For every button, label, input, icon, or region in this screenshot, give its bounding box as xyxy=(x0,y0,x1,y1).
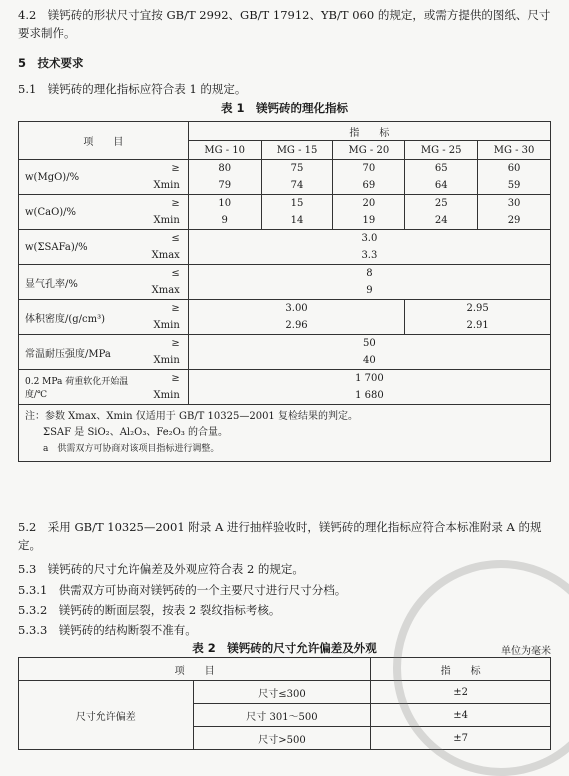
row-sym: ≤ xyxy=(128,230,188,248)
row-sym: ≥ xyxy=(128,300,188,318)
table2-item-header: 项 目 xyxy=(19,658,371,681)
para-5-3-1: 5.3.1 供需双方可协商对镁钙砖的一个主要尺寸进行尺寸分档。 xyxy=(18,583,347,597)
grade-header: MG - 25 xyxy=(405,141,478,160)
table-cell: 29 xyxy=(478,212,551,230)
table-cell: 9 xyxy=(188,212,261,230)
table2-caption: 表 2 镁钙砖的尺寸允许偏差及外观 xyxy=(192,641,377,655)
section-5-heading: 5 技术要求 xyxy=(18,56,84,70)
table-cell: 74 xyxy=(261,177,333,195)
table2-group-label: 尺寸允许偏差 xyxy=(19,681,194,750)
row-sym: ≥ xyxy=(128,160,188,178)
table-cell: 30 xyxy=(478,195,551,213)
note-1: 注：参数 Xmax、Xmin 仅适用于 GB/T 10325—2001 复检结果的判定。 xyxy=(25,411,358,422)
table-cell: 3.00 xyxy=(188,300,404,318)
table2-value-cell: ±7 xyxy=(371,727,551,750)
table1-notes xyxy=(19,405,551,462)
table-cell: 75 xyxy=(261,160,333,178)
table-cell: 70 xyxy=(333,160,405,178)
para-4-2: 4.2 镁钙砖的形状尺寸宜按 GB/T 2992、GB/T 17912、YB/T 060 的规定，或需方提供的图纸、尺寸要求制作。 xyxy=(18,8,551,40)
table-cell: 80 xyxy=(188,160,261,178)
row-label-mgo: w(MgO)/% xyxy=(19,160,129,195)
para-5-3-2: 5.3.2 镁钙砖的断面层裂，按表 2 裂纹指标考核。 xyxy=(18,603,281,617)
row-sym: ≥ xyxy=(128,335,188,353)
table-cell: 24 xyxy=(405,212,478,230)
table1-caption: 表 1 镁钙砖的理化指标 xyxy=(220,101,348,115)
table1 xyxy=(18,121,551,462)
table2-unit: 单位为毫米 xyxy=(501,646,551,657)
para-5-2: 5.2 采用 GB/T 10325—2001 附录 A 进行抽样验收时，镁钙砖的理化指标应符合本标准附录 A 的规定。 xyxy=(18,520,542,552)
table-cell: 65 xyxy=(405,160,478,178)
grade-header: MG - 15 xyxy=(261,141,333,160)
row-sym: Xmin xyxy=(128,387,188,405)
table2-size-cell: 尺寸≤300 xyxy=(193,681,371,704)
table-cell: 3.0 xyxy=(188,230,550,248)
table-cell: 20 xyxy=(333,195,405,213)
grade-header: MG - 30 xyxy=(478,141,551,160)
row-label-softening: 0.2 MPa 荷重软化开始温度/℃ xyxy=(19,370,129,405)
table-cell: 1 680 xyxy=(188,387,550,405)
table-cell: 79 xyxy=(188,177,261,195)
table2-size-cell: 尺寸>500 xyxy=(193,727,371,750)
table2-value-cell: ±2 xyxy=(371,681,551,704)
row-sym: ≤ xyxy=(128,265,188,283)
table-cell: 9 xyxy=(188,282,550,300)
table-cell: 8 xyxy=(188,265,550,283)
row-sym: ≥ xyxy=(128,195,188,213)
row-sym: Xmin xyxy=(128,352,188,370)
table-cell: 59 xyxy=(478,177,551,195)
note-3: a 供需双方可协商对该项目指标进行调整。 xyxy=(43,444,220,454)
table-cell: 3.3 xyxy=(188,247,550,265)
row-sym: Xmax xyxy=(128,282,188,300)
table-cell: 40 xyxy=(188,352,550,370)
row-sym: Xmax xyxy=(128,247,188,265)
table2-value-cell: ±4 xyxy=(371,704,551,727)
table-cell: 50 xyxy=(188,335,550,353)
table2-size-cell: 尺寸 301～500 xyxy=(193,704,371,727)
row-sym: ≥ xyxy=(128,370,188,388)
table-cell: 2.96 xyxy=(188,317,404,335)
table2-index-header: 指 标 xyxy=(371,658,551,681)
row-sym: Xmin xyxy=(128,177,188,195)
table-cell: 15 xyxy=(261,195,333,213)
row-label-strength: 常温耐压强度/MPa xyxy=(19,335,129,370)
table-cell: 64 xyxy=(405,177,478,195)
para-5-3: 5.3 镁钙砖的尺寸允许偏差及外观应符合表 2 的规定。 xyxy=(18,562,304,576)
table-cell: 10 xyxy=(188,195,261,213)
para-5-1: 5.1 镁钙砖的理化指标应符合表 1 的规定。 xyxy=(18,82,247,96)
row-sym: Xmin xyxy=(128,317,188,335)
note-2: ΣSAF 是 SiO₂、Al₂O₃、Fe₂O₃ 的合量。 xyxy=(43,427,229,438)
row-label-porosity: 显气孔率/% xyxy=(19,265,129,300)
table-cell: 19 xyxy=(333,212,405,230)
table-cell: 2.95 xyxy=(405,300,551,318)
table-cell: 69 xyxy=(333,177,405,195)
table-cell: 2.91 xyxy=(405,317,551,335)
row-label-saf: w(ΣSAFa)/% xyxy=(19,230,129,265)
grade-header: MG - 10 xyxy=(188,141,261,160)
grade-header: MG - 20 xyxy=(333,141,405,160)
table1-index-header: 指 标 xyxy=(188,122,550,141)
table-cell: 14 xyxy=(261,212,333,230)
table-cell: 1 700 xyxy=(188,370,550,388)
para-5-3-3: 5.3.3 镁钙砖的结构断裂不准有。 xyxy=(18,623,197,637)
row-sym: Xmin xyxy=(128,212,188,230)
row-label-density: 体积密度/(g/cm³) xyxy=(19,300,129,335)
table1-item-header: 项 目 xyxy=(19,122,189,160)
row-label-cao: w(CaO)/% xyxy=(19,195,129,230)
table-cell: 25 xyxy=(405,195,478,213)
table-cell: 60 xyxy=(478,160,551,178)
